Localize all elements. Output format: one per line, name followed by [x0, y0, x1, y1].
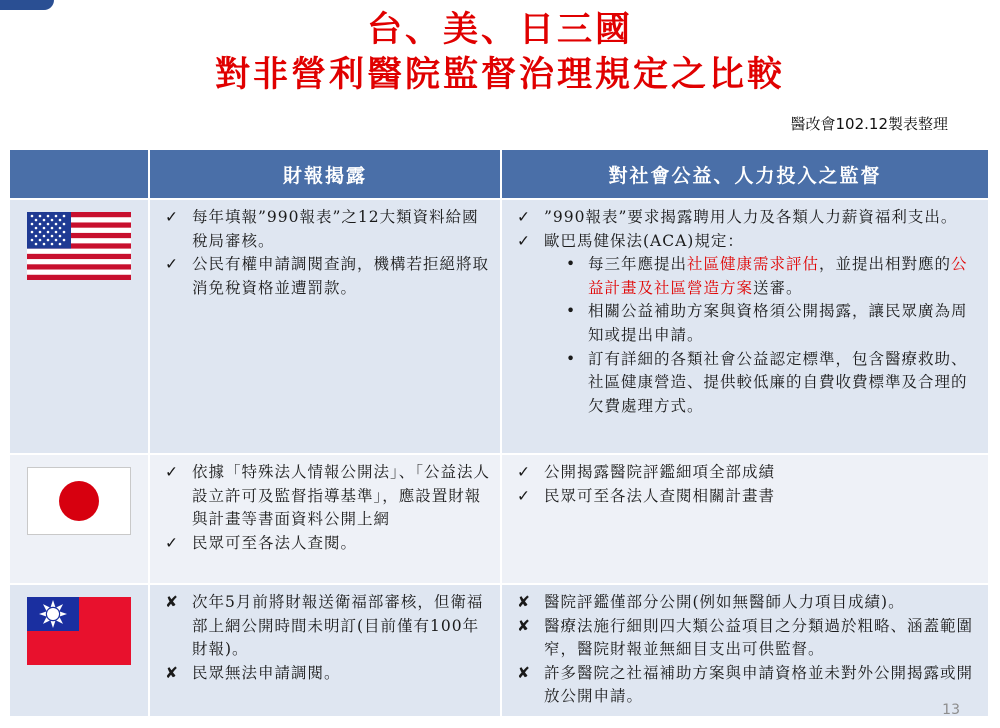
sub-item-text: 相關公益補助方案與資格須公開揭露，讓民眾廣為周知或提出申請。 [588, 302, 968, 344]
japan-financial-list [150, 461, 500, 555]
page-title-line1: 台、美、日三國 [366, 10, 633, 50]
check-icon: ✓ [517, 486, 531, 505]
sub-item [544, 253, 980, 300]
taiwan-financial-list [150, 591, 500, 685]
item-text: 每年填報”990報表”之12大類資料給國稅局審核。 [192, 208, 479, 250]
check-icon: ✓ [517, 231, 531, 250]
sub1-red-2: 公益計畫及社區營造方案 [588, 255, 968, 297]
bullet-icon: • [566, 349, 577, 368]
header-row [9, 149, 989, 199]
taiwan-flag-icon [27, 597, 131, 665]
list-item [160, 662, 492, 686]
usa-financial-cell [149, 199, 501, 454]
japan-financial-cell [149, 454, 501, 584]
japan-community-cell [501, 454, 989, 584]
comparison-table [8, 148, 990, 718]
bullet-icon: • [566, 302, 577, 321]
row-usa [9, 199, 989, 454]
cross-icon: ✘ [165, 593, 179, 611]
japan-flag-icon [27, 467, 131, 535]
flag-cell-japan [9, 454, 149, 584]
row-taiwan [9, 584, 989, 717]
item-text: 民眾可至各法人查閱。 [192, 533, 358, 552]
check-icon: ✓ [165, 533, 179, 552]
header-financial: 財報揭露 [149, 149, 501, 199]
item-text: 民眾無法申請調閱。 [192, 663, 341, 682]
item-text: 醫院評鑑僅部分公開(例如無醫師人力項目成績)。 [544, 593, 905, 611]
header-community: 對社會公益、人力投入之監督 [501, 149, 989, 199]
page-title-line2: 對非營利醫院監督治理規定之比較 [214, 55, 785, 95]
item-text: ”990報表”要求揭露聘用人力及各類人力薪資福利支出。 [544, 208, 958, 226]
cross-icon: ✘ [517, 663, 531, 682]
sub1-post: 送審。 [753, 278, 803, 297]
item-text: 許多醫院之社福補助方案與申請資格並未對外公開揭露或開放公開申請。 [544, 663, 974, 706]
list-item [512, 230, 980, 419]
check-icon: ✓ [165, 255, 179, 274]
page-number: 13 [942, 702, 960, 718]
flag-cell-taiwan [9, 584, 149, 717]
sub1-red-1: 社區健康需求評估 [687, 255, 820, 274]
list-item [160, 253, 492, 300]
sub-item [544, 300, 980, 347]
item-text: 依據「特殊法人情報公開法」、「公益法人設立許可及監督指導基準」，應設置財報與計畫等書面資料公開上網 [192, 463, 491, 529]
list-item [160, 206, 492, 253]
usa-financial-list [150, 206, 500, 300]
taiwan-community-cell [501, 584, 989, 717]
list-item [160, 591, 492, 662]
list-item [512, 615, 980, 662]
item-text: 醫療法施行細則四大類公益項目之分類過於粗略、涵蓋範圍窄，醫院財報並無細目支出可供監督。 [544, 616, 974, 659]
item-text: 公民有權申請調閱查詢，機構若拒絕將取消免稅資格並遭罰款。 [192, 255, 490, 297]
cross-icon: ✘ [165, 663, 179, 682]
japan-community-list [502, 461, 988, 508]
list-item [512, 485, 980, 509]
list-item [512, 206, 980, 230]
item-text: 公開揭露醫院評鑑細項全部成績 [544, 463, 776, 481]
taiwan-financial-cell [149, 584, 501, 717]
flag-cell-usa [9, 199, 149, 454]
cross-icon: ✘ [517, 616, 531, 635]
cross-icon: ✘ [517, 593, 531, 611]
item-text: 歐巴馬健保法(ACA)規定： [544, 231, 744, 250]
sub1-pre: 每三年應提出 [588, 255, 688, 274]
list-item [512, 461, 980, 485]
taiwan-community-list [502, 591, 988, 709]
check-icon: ✓ [517, 463, 531, 481]
check-icon: ✓ [165, 463, 179, 481]
usa-flag-icon [27, 212, 131, 280]
usa-community-cell [501, 199, 989, 454]
check-icon: ✓ [517, 208, 531, 226]
list-item [160, 532, 492, 556]
header-flag [9, 149, 149, 199]
bullet-icon: • [566, 255, 577, 274]
sub1-mid: ，並提出相對應的 [819, 255, 952, 274]
sub-item-text: 訂有詳細的各類社會公益認定標準，包含醫療救助、社區健康營造、提供較低廉的自費收費標準及合理的欠費處理方式。 [588, 349, 968, 415]
list-item [512, 591, 980, 615]
check-icon: ✓ [165, 208, 179, 226]
credit-note: 醫改會102.12製表整理 [790, 115, 948, 133]
aca-sublist [544, 253, 980, 418]
sub-item [544, 348, 980, 419]
item-text: 次年5月前將財報送衛福部審核，但衛福部上網公開時間未明訂(目前僅有100年財報)。 [192, 593, 484, 659]
usa-community-list [502, 206, 988, 418]
list-item [512, 662, 980, 709]
row-japan [9, 454, 989, 584]
item-text: 民眾可至各法人查閱相關計畫書 [544, 486, 776, 505]
list-item [160, 461, 492, 532]
